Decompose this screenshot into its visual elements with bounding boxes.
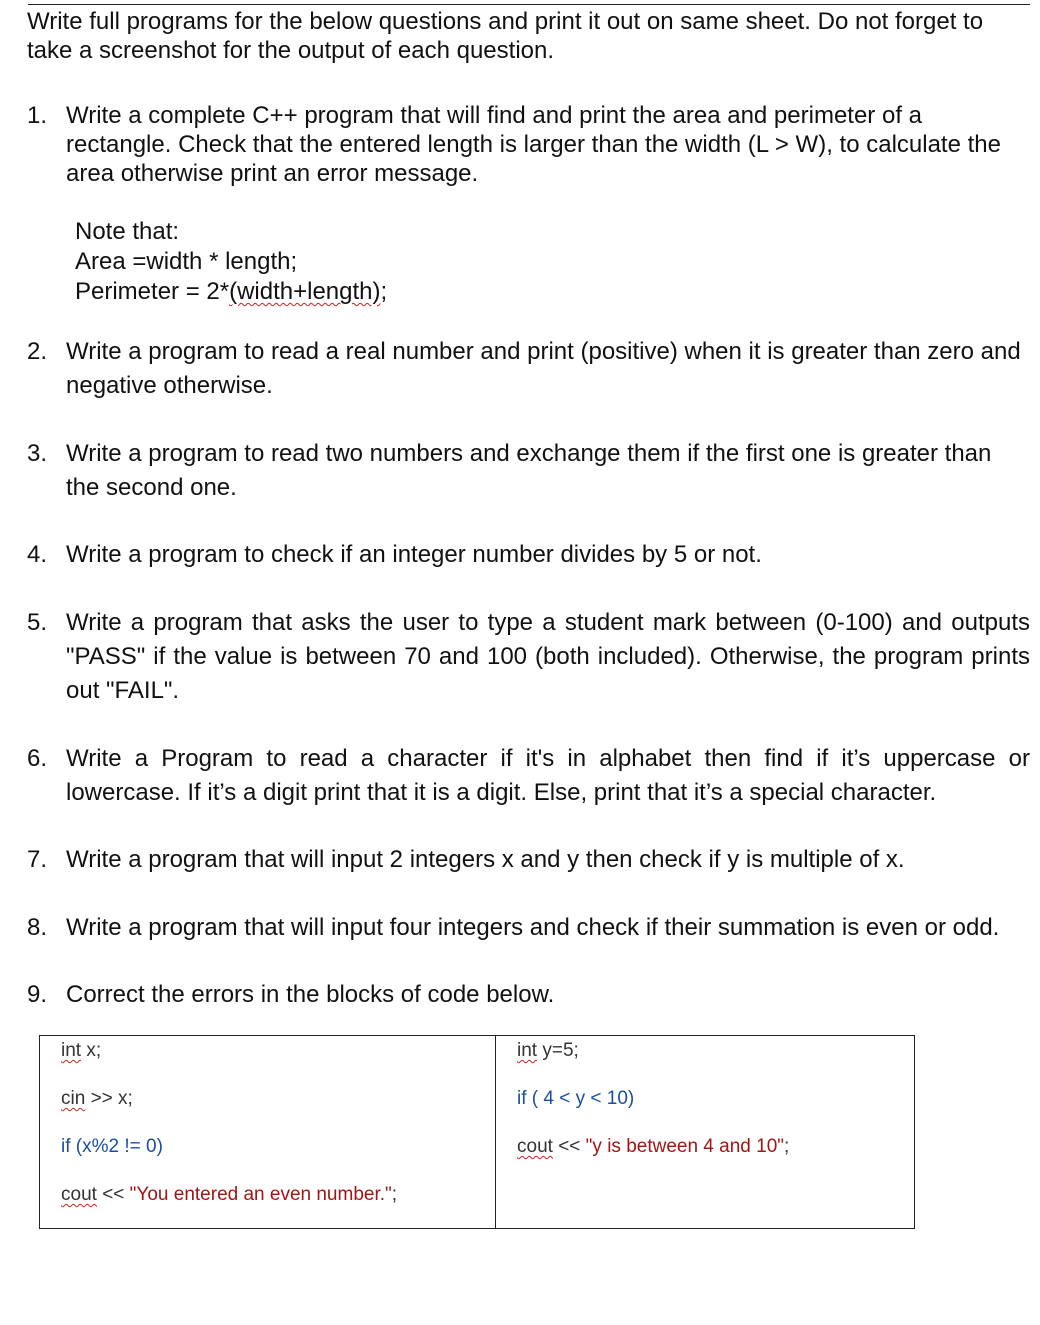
code-line bbox=[61, 1184, 397, 1206]
code-string: "You entered an even number." bbox=[129, 1184, 392, 1205]
code-keyword: int bbox=[61, 1040, 82, 1061]
question-number: 3. bbox=[27, 440, 48, 467]
code-keyword: cout bbox=[517, 1136, 553, 1157]
code-line bbox=[517, 1040, 579, 1062]
question-number: 2. bbox=[27, 338, 48, 365]
question-text: Write a program that will input four integers and check if their summation is even or odd. bbox=[66, 914, 1000, 941]
code-line bbox=[61, 1088, 133, 1110]
top-rule bbox=[28, 4, 1030, 5]
area-formula: Area =width * length; bbox=[75, 248, 298, 275]
perimeter-expression: (width+length) bbox=[229, 278, 381, 305]
question-number: 1. bbox=[27, 102, 48, 129]
code-keyword: cout bbox=[61, 1184, 97, 1205]
code-string: "y is between 4 and 10" bbox=[585, 1136, 785, 1157]
question-text: Write a program that asks the user to type a student mark between (0-100) and outputs "PASS" if the value is between 70 and 100 (both included). Otherwise, the program prints out "FAIL". bbox=[66, 609, 1030, 704]
perimeter-formula bbox=[75, 277, 387, 307]
code-block-left bbox=[40, 1036, 496, 1228]
question-number: 8. bbox=[27, 914, 48, 941]
code-line: if (x%2 != 0) bbox=[61, 1136, 163, 1157]
code-line bbox=[517, 1136, 789, 1158]
question-text: Write a program to check if an integer number divides by 5 or not. bbox=[66, 541, 762, 568]
question-4 bbox=[27, 538, 1030, 572]
question-number: 4. bbox=[27, 541, 48, 568]
question-1 bbox=[27, 101, 1030, 188]
code-errors-table bbox=[39, 1035, 915, 1229]
perimeter-prefix: Perimeter = 2* bbox=[75, 278, 230, 305]
code-line: if ( 4 < y < 10) bbox=[517, 1088, 635, 1109]
question-number: 9. bbox=[27, 981, 48, 1008]
code-text: ; bbox=[784, 1136, 790, 1157]
question-5 bbox=[27, 606, 1030, 708]
question-text: Write a complete C++ program that will find and print the area and perimeter of a rectangle. Check that the entered length is larger than the width (L > W), to calculate the area otherwise print an error message. bbox=[66, 102, 1001, 187]
question-number: 7. bbox=[27, 846, 48, 873]
question-3 bbox=[27, 437, 1030, 505]
code-keyword: int bbox=[517, 1040, 538, 1061]
question-6 bbox=[27, 742, 1030, 810]
code-text: << bbox=[552, 1136, 586, 1157]
code-text: x; bbox=[81, 1040, 102, 1061]
code-text: >> x; bbox=[85, 1088, 133, 1109]
instructions-paragraph: Write full programs for the below questions and print it out on same sheet. Do not forget to take a screenshot for the output of each question. bbox=[27, 8, 984, 64]
note-heading: Note that: bbox=[75, 218, 180, 245]
code-text: ; bbox=[391, 1184, 398, 1205]
question-number: 5. bbox=[27, 609, 48, 636]
code-text: << bbox=[96, 1184, 130, 1205]
question-text: Write a Program to read a character if it's in alphabet then find if it’s uppercase or lowercase. If it’s a digit print that it is a digit. Else, print that it’s a special character. bbox=[66, 745, 1030, 806]
question-text: Write a program that will input 2 integers x and y then check if y is multiple of x. bbox=[66, 846, 905, 873]
question-text: Correct the errors in the blocks of code below. bbox=[66, 981, 555, 1008]
code-line bbox=[61, 1040, 101, 1062]
code-text: y=5; bbox=[537, 1040, 579, 1061]
question-9 bbox=[27, 978, 1030, 1012]
question-7 bbox=[27, 843, 1030, 877]
perimeter-suffix: ; bbox=[380, 278, 388, 305]
question-text: Write a program to read two numbers and exchange them if the first one is greater than the second one. bbox=[66, 440, 992, 501]
note-block bbox=[75, 217, 387, 307]
code-block-right bbox=[496, 1036, 914, 1228]
question-8 bbox=[27, 911, 1030, 945]
code-keyword: cin bbox=[61, 1088, 86, 1109]
question-2 bbox=[27, 335, 1030, 403]
question-text: Write a program to read a real number and print (positive) when it is greater than zero and negative otherwise. bbox=[66, 338, 1021, 399]
question-number: 6. bbox=[27, 745, 48, 772]
